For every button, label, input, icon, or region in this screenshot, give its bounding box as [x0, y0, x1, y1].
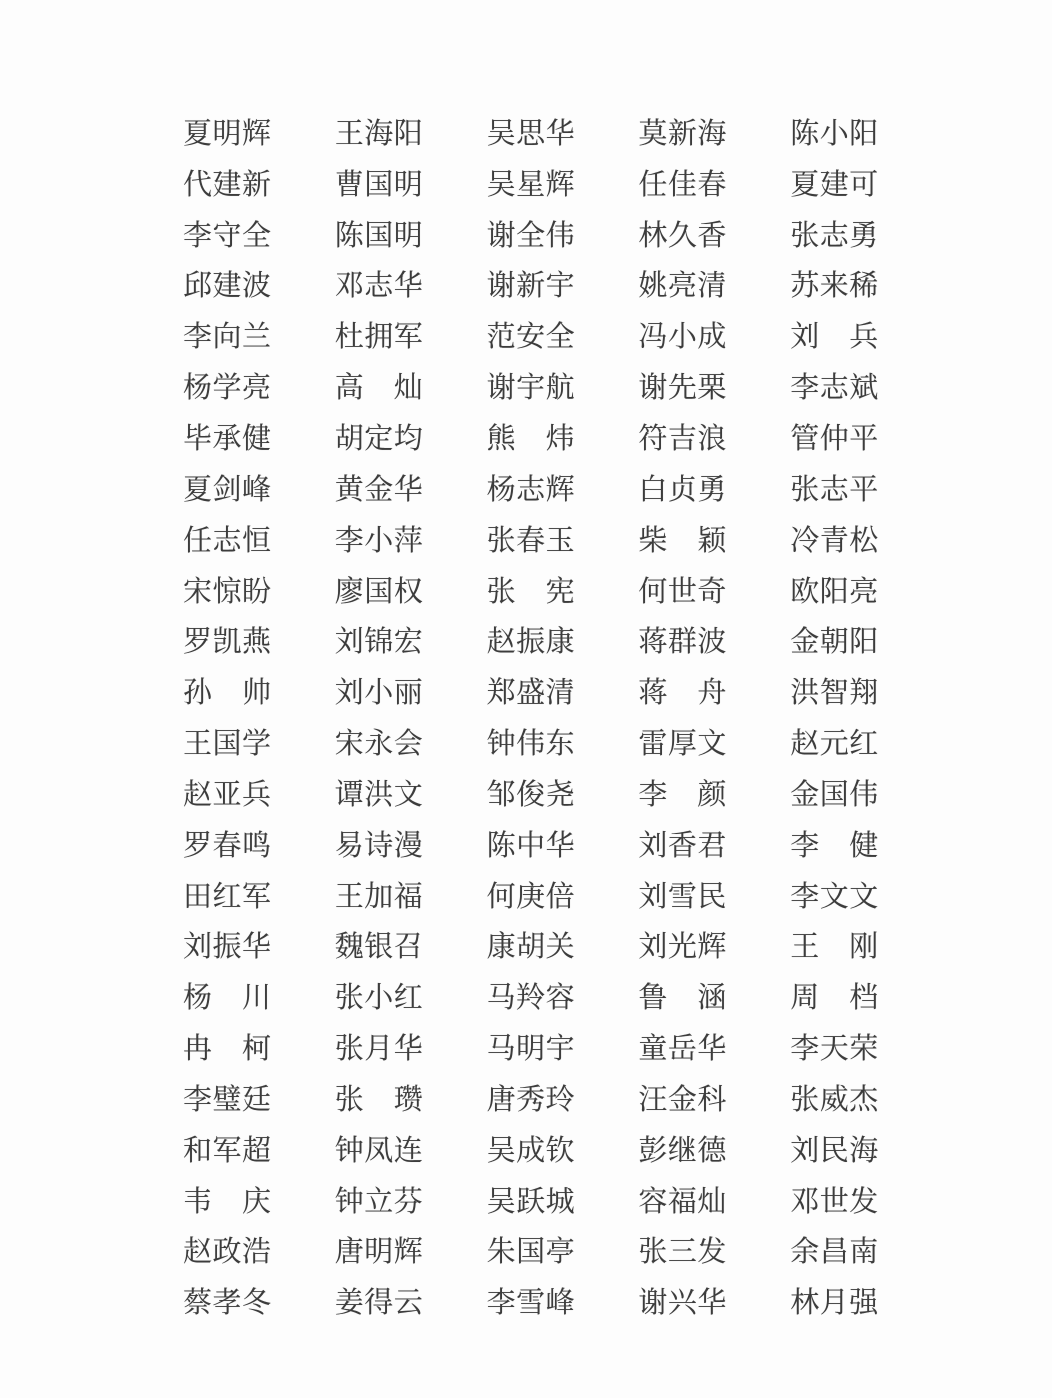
name-cell: 毕承健 — [183, 420, 272, 455]
name-cell: 夏建可 — [790, 166, 879, 201]
name-cell: 谭洪文 — [334, 776, 424, 811]
name-cell: 张月华 — [334, 1031, 424, 1066]
name-cell: 田红军 — [183, 878, 272, 913]
name-cell: 黄金华 — [334, 471, 424, 506]
name-cell: 钟立芬 — [334, 1183, 424, 1218]
name-cell: 周 档 — [790, 980, 879, 1015]
name-cell: 冷青松 — [790, 522, 879, 557]
name-cell: 吴思华 — [486, 115, 576, 150]
name-cell: 金朝阳 — [790, 624, 879, 659]
name-cell: 陈国明 — [334, 217, 424, 252]
name-cell: 邓世发 — [790, 1183, 879, 1218]
name-cell: 冯小成 — [638, 319, 727, 354]
name-cell: 王加福 — [334, 878, 424, 913]
name-cell: 唐秀玲 — [486, 1081, 576, 1116]
name-grid — [183, 106, 942, 1326]
name-cell: 蒋群波 — [638, 624, 727, 659]
name-cell: 杨 川 — [183, 980, 272, 1015]
name-cell: 苏来稀 — [790, 268, 879, 303]
name-cell: 张春玉 — [486, 522, 576, 557]
name-cell: 代建新 — [183, 166, 272, 201]
name-cell: 马羚容 — [486, 980, 576, 1015]
name-cell: 张志平 — [790, 471, 879, 506]
name-cell: 邱建波 — [183, 268, 272, 303]
name-cell: 谢全伟 — [486, 217, 576, 252]
name-cell: 蔡孝冬 — [183, 1285, 272, 1320]
name-cell: 张威杰 — [790, 1081, 879, 1116]
name-cell: 姚亮清 — [638, 268, 727, 303]
name-cell: 赵亚兵 — [183, 776, 272, 811]
name-cell: 谢先栗 — [638, 370, 727, 405]
name-cell: 罗凯燕 — [183, 624, 272, 659]
name-cell: 汪金科 — [638, 1081, 727, 1116]
name-cell: 刘 兵 — [790, 319, 879, 354]
name-cell: 余昌南 — [790, 1234, 879, 1269]
name-cell: 范安全 — [486, 319, 576, 354]
name-cell: 杨学亮 — [183, 370, 272, 405]
name-cell: 胡定均 — [334, 420, 424, 455]
name-cell: 冉 柯 — [183, 1031, 272, 1066]
name-cell: 刘锦宏 — [334, 624, 424, 659]
name-cell: 韦 庆 — [183, 1183, 272, 1218]
name-cell: 邓志华 — [334, 268, 424, 303]
name-cell: 曹国明 — [334, 166, 424, 201]
name-cell: 童岳华 — [638, 1031, 727, 1066]
name-cell: 姜得云 — [334, 1285, 424, 1320]
name-cell: 杨志辉 — [486, 471, 576, 506]
name-cell: 雷厚文 — [638, 726, 727, 761]
name-cell: 欧阳亮 — [790, 573, 879, 608]
name-cell: 唐明辉 — [334, 1234, 424, 1269]
name-cell: 莫新海 — [638, 115, 727, 150]
name-cell: 张小红 — [334, 980, 424, 1015]
name-cell: 李向兰 — [183, 319, 272, 354]
name-cell: 李雪峰 — [486, 1285, 576, 1320]
name-cell: 李 健 — [790, 827, 879, 862]
name-cell: 柴 颖 — [638, 522, 727, 557]
name-cell: 魏银召 — [334, 929, 424, 964]
name-cell: 陈中华 — [486, 827, 576, 862]
name-cell: 林月强 — [790, 1285, 879, 1320]
name-cell: 李璧廷 — [183, 1081, 272, 1116]
name-cell: 刘小丽 — [334, 675, 424, 710]
name-cell: 李志斌 — [790, 370, 879, 405]
name-cell: 何世奇 — [638, 573, 727, 608]
name-cell: 易诗漫 — [334, 827, 424, 862]
name-cell: 郑盛清 — [486, 675, 576, 710]
name-cell: 谢兴华 — [638, 1285, 727, 1320]
name-cell: 任志恒 — [183, 522, 272, 557]
name-cell: 符吉浪 — [638, 420, 727, 455]
name-cell: 钟凤连 — [334, 1132, 424, 1167]
name-cell: 李小萍 — [334, 522, 424, 557]
name-cell: 朱国亭 — [486, 1234, 576, 1269]
name-cell: 赵政浩 — [183, 1234, 272, 1269]
name-cell: 白贞勇 — [638, 471, 727, 506]
name-cell: 廖国权 — [334, 573, 424, 608]
name-cell: 李守全 — [183, 217, 272, 252]
name-cell: 吴星辉 — [486, 166, 576, 201]
name-cell: 刘光辉 — [638, 929, 727, 964]
name-cell: 刘民海 — [790, 1132, 879, 1167]
name-cell: 和军超 — [183, 1132, 272, 1167]
name-cell: 刘香君 — [638, 827, 727, 862]
name-cell: 张 宪 — [486, 573, 576, 608]
name-cell: 王海阳 — [334, 115, 424, 150]
name-cell: 陈小阳 — [790, 115, 879, 150]
name-cell: 罗春鸣 — [183, 827, 272, 862]
name-cell: 管仲平 — [790, 420, 879, 455]
name-cell: 孙 帅 — [183, 675, 272, 710]
name-cell: 刘振华 — [183, 929, 272, 964]
name-cell: 张志勇 — [790, 217, 879, 252]
name-cell: 吴跃城 — [486, 1183, 576, 1218]
name-cell: 金国伟 — [790, 776, 879, 811]
name-cell: 任佳春 — [638, 166, 727, 201]
name-cell: 彭继德 — [638, 1132, 727, 1167]
name-cell: 李天荣 — [790, 1031, 879, 1066]
name-cell: 谢宇航 — [486, 370, 576, 405]
name-cell: 张 瓒 — [334, 1081, 424, 1116]
name-cell: 鲁 涵 — [638, 980, 727, 1015]
name-cell: 宋惊盼 — [183, 573, 272, 608]
name-cell: 李 颜 — [638, 776, 727, 811]
name-cell: 洪智翔 — [790, 675, 879, 710]
name-cell: 康胡关 — [486, 929, 576, 964]
name-cell: 容福灿 — [638, 1183, 727, 1218]
name-cell: 钟伟东 — [486, 726, 576, 761]
name-cell: 赵元红 — [790, 726, 879, 761]
name-cell: 王国学 — [183, 726, 272, 761]
name-cell: 何庚倍 — [486, 878, 576, 913]
name-cell: 李文文 — [790, 878, 879, 913]
name-cell: 熊 炜 — [486, 420, 576, 455]
name-cell: 夏明辉 — [183, 115, 272, 150]
name-cell: 刘雪民 — [638, 878, 727, 913]
name-cell: 赵振康 — [486, 624, 576, 659]
name-cell: 张三发 — [638, 1234, 727, 1269]
name-cell: 宋永会 — [334, 726, 424, 761]
name-cell: 吴成钦 — [486, 1132, 576, 1167]
name-cell: 林久香 — [638, 217, 727, 252]
name-cell: 杜拥军 — [334, 319, 424, 354]
name-cell: 夏剑峰 — [183, 471, 272, 506]
name-cell: 高 灿 — [334, 370, 424, 405]
name-cell: 马明宇 — [486, 1031, 576, 1066]
name-cell: 谢新宇 — [486, 268, 576, 303]
name-cell: 王 刚 — [790, 929, 879, 964]
name-cell: 邹俊尧 — [486, 776, 576, 811]
name-cell: 蒋 舟 — [638, 675, 727, 710]
